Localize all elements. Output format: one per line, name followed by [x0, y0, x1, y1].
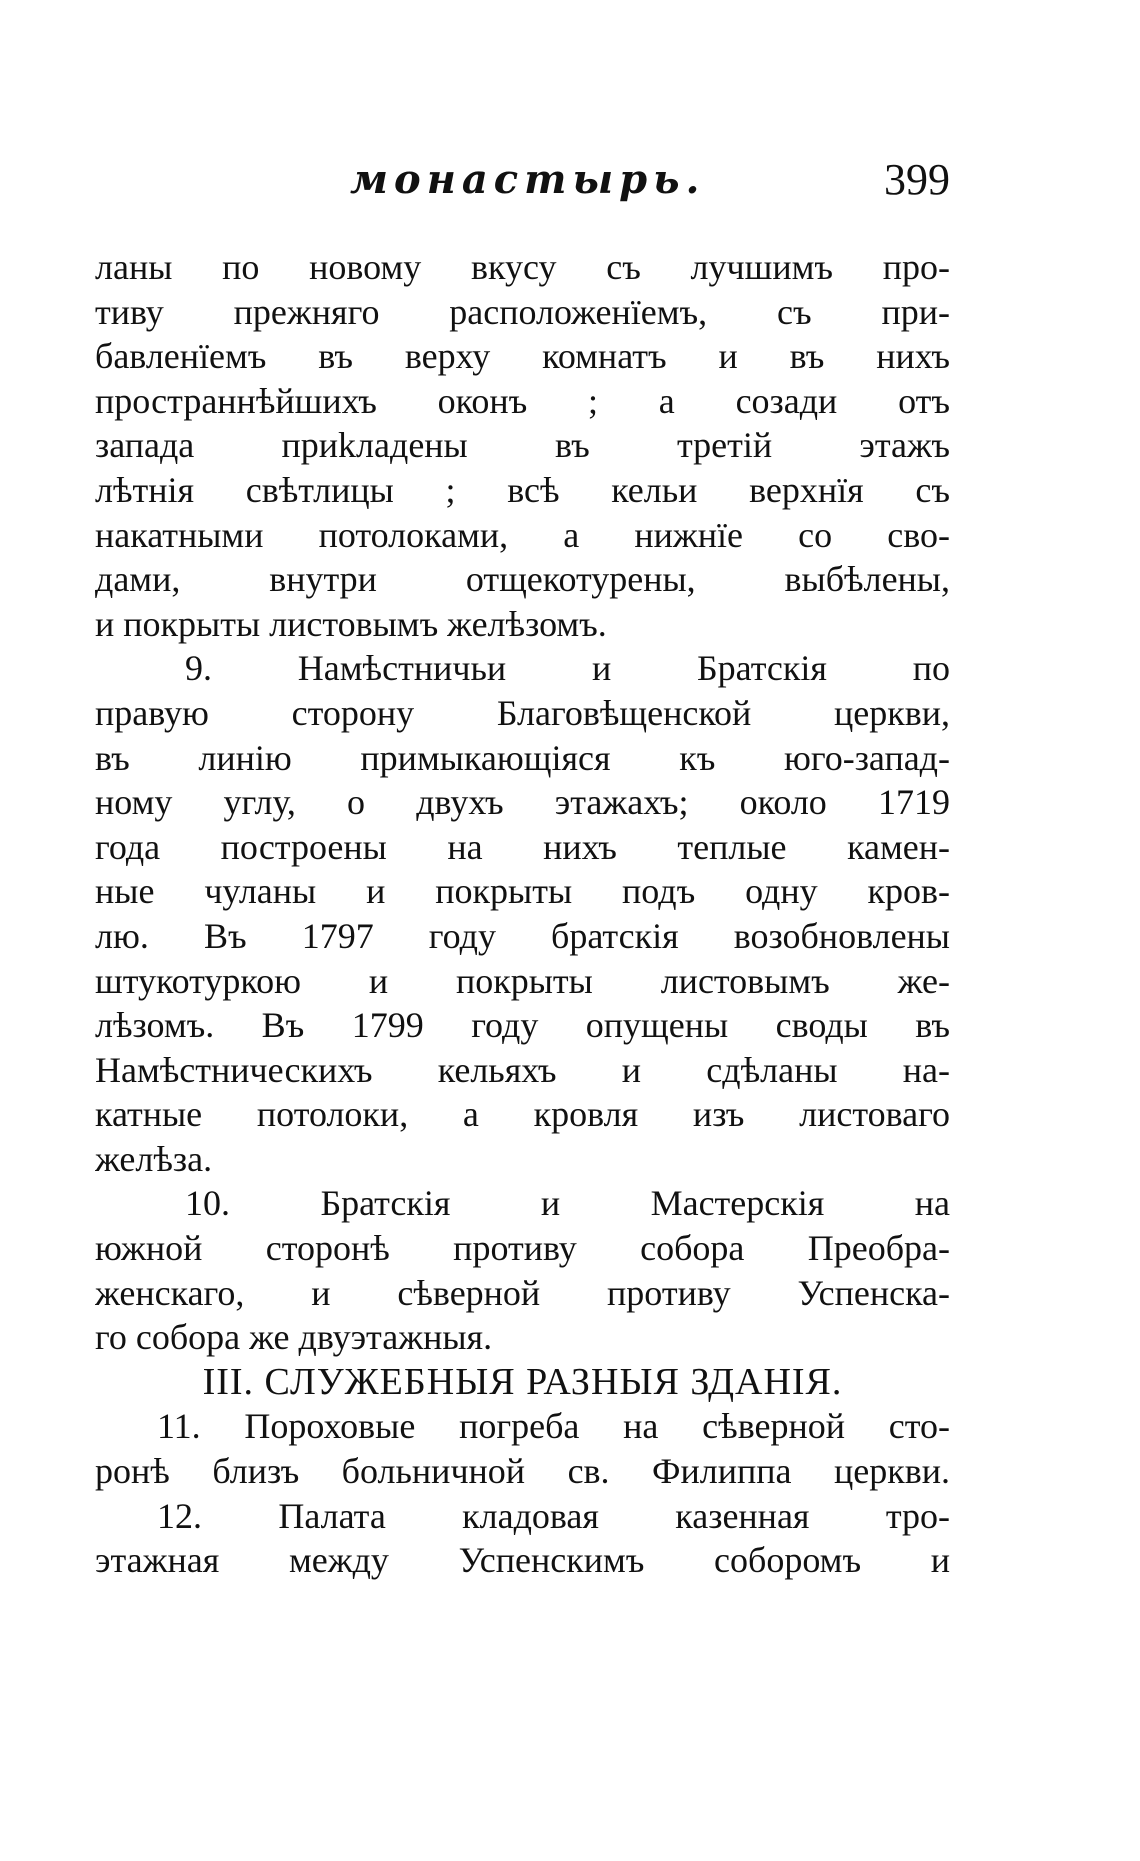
text-line: дами, внутри отщекотурены, выбѣлены, — [95, 559, 950, 600]
text-line: желѣза. — [95, 1138, 213, 1179]
section-12-heading-line: 12. Палата кладовая казенная тро- — [157, 1495, 950, 1536]
text-line: го собора же двуэтажныя. — [95, 1317, 493, 1358]
text-line: лю. Въ 1797 году братскiя возобновлены — [95, 915, 950, 956]
text-line: женскаго, и сѣверной противу Успенска- — [95, 1272, 950, 1313]
running-head — [95, 150, 950, 210]
text-line: ланы по новому вкусу съ лучшимъ про- — [95, 247, 950, 287]
text-line: Намѣстническихъ кельяхъ и сдѣланы на- — [95, 1049, 950, 1090]
text-line: года построены на нихъ теплые камен- — [95, 826, 950, 867]
page-number: 399 — [884, 155, 950, 204]
text-line: этажная между Успенскимъ соборомъ и — [95, 1540, 950, 1581]
section-9-heading-line: 9. Намѣстничьи и Братскiя по — [185, 648, 950, 689]
section-11-heading-line: 11. Пороховые погреба на сѣверной сто- — [157, 1406, 950, 1447]
section-10-heading-line: 10. Братскiя и Мастерскiя на — [185, 1183, 950, 1224]
text-line: и покрыты листовымъ желѣзомъ. — [95, 603, 607, 644]
text-line: штукотуркою и покрыты листовымъ же- — [95, 960, 950, 1001]
text-line: накатными потолоками, а нижнїе со сво- — [95, 514, 950, 555]
running-title: монастырь. — [350, 156, 706, 203]
body-text — [95, 245, 950, 1583]
text-line: ные чуланы и покрыты подъ одну кров- — [95, 871, 950, 912]
text-line: пространнѣйшихъ оконъ ; а созади отъ — [95, 380, 950, 421]
text-line: ному углу, о двухъ этажахъ; около 1719 — [95, 782, 950, 823]
text-line: правую сторону Благовѣщенской церкви, — [95, 692, 950, 733]
text-line: запада приkладены въ третiй этажъ — [95, 425, 950, 466]
section-heading: III. СЛУЖЕБНЫЯ РАЗНЫЯ ЗДАНIЯ. — [202, 1360, 843, 1403]
text-line: катные потолоки, а кровля изъ листоваго — [95, 1094, 950, 1135]
text-line: южной сторонѣ противу собора Преобра- — [95, 1228, 950, 1269]
text-line: бавленїемъ въ верху комнатъ и въ нихъ — [95, 336, 950, 377]
text-line: лѣтнiя свѣтлицы ; всѣ кельи верхнїя съ — [95, 469, 950, 510]
text-line: лѣзомъ. Въ 1799 году опущены своды въ — [95, 1005, 950, 1046]
text-line: ронѣ близъ больничной св. Филиппа церкви. — [95, 1451, 950, 1492]
text-line: въ линiю примыкающiяся къ юго-запад- — [95, 737, 950, 778]
text-line: тиву прежняго расположенїемъ, съ при- — [95, 291, 950, 332]
